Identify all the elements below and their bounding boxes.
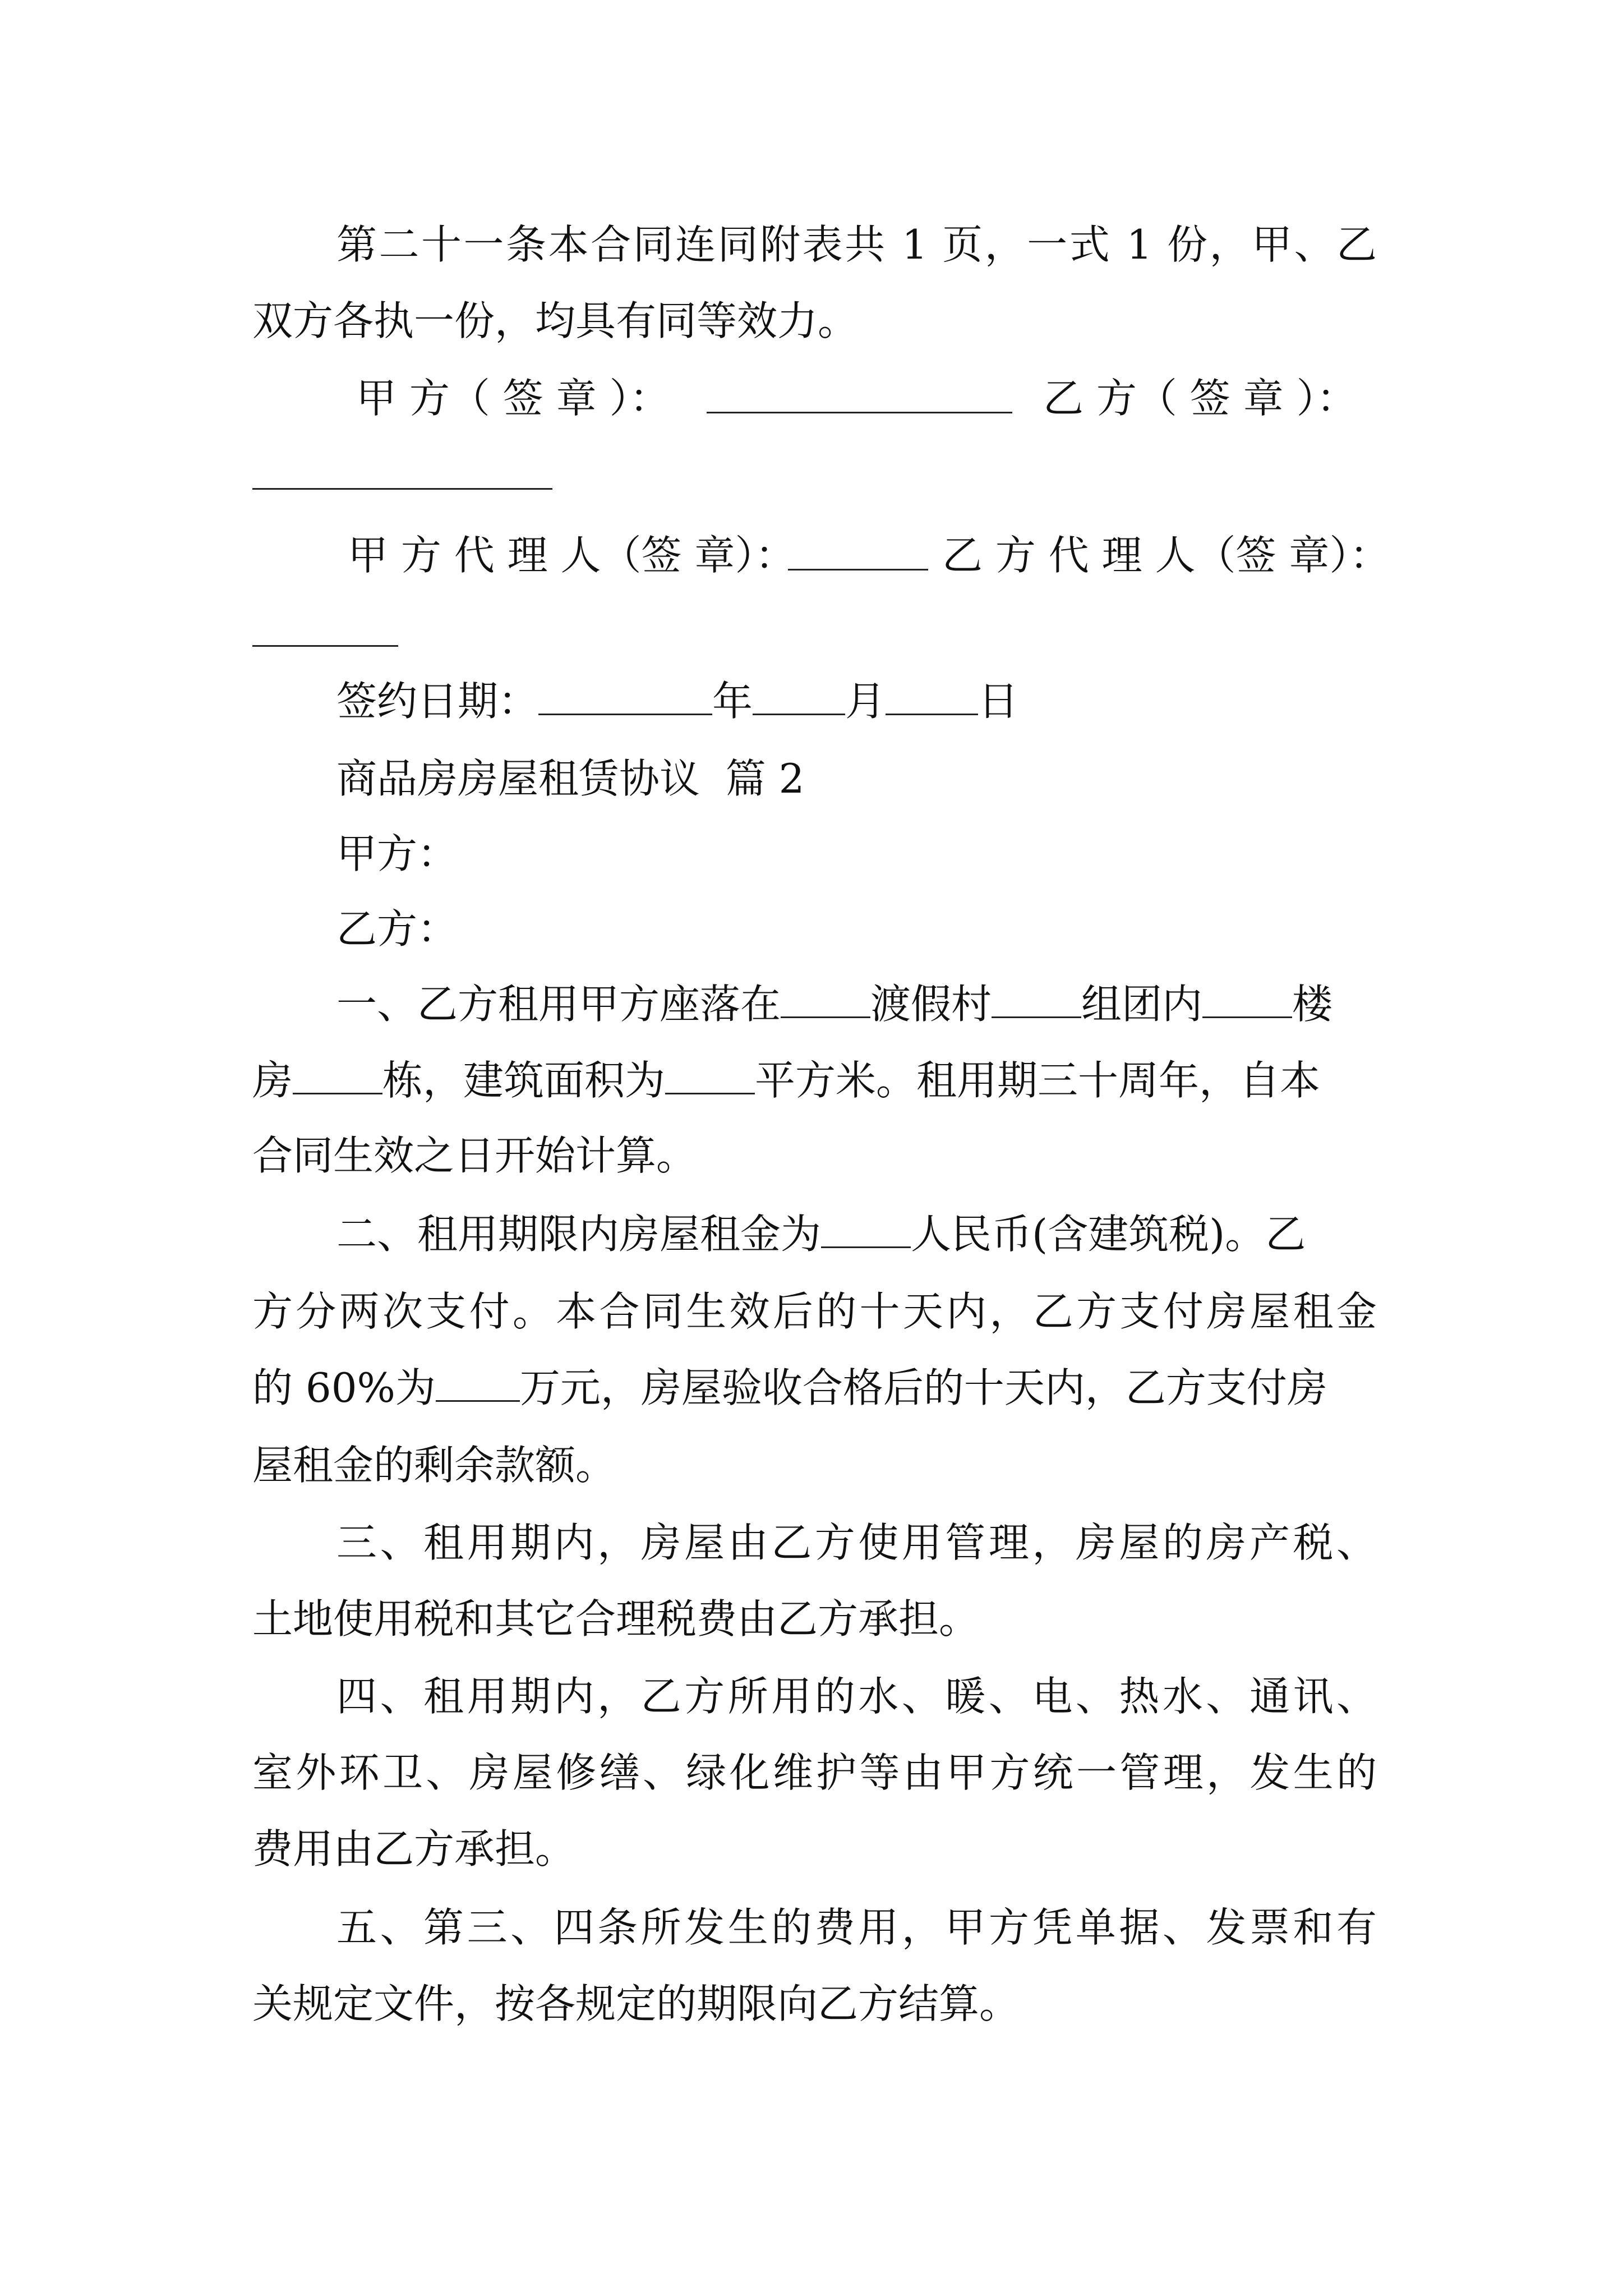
- area-blank: [665, 1058, 755, 1094]
- clause-1-text-a: 一、乙方租用甲方座落在: [336, 981, 781, 1028]
- clause-2-text-a: 二、租用期限内房屋租金为: [336, 1211, 822, 1258]
- signing-date-line: [252, 673, 1377, 729]
- clause-1-line-2: [252, 1052, 1377, 1108]
- clause-2-line-2: 方分两次支付。本合同生效后的十天内，乙方支付房屋租金: [252, 1288, 1377, 1335]
- group-blank: [992, 982, 1081, 1018]
- building-blank: [1202, 982, 1292, 1018]
- clause-2-text-d: 万元，房屋验收合格后的十天内，乙方支付房: [519, 1364, 1327, 1411]
- month-label: 月: [845, 678, 886, 725]
- signing-date-label: 签约日期：: [336, 678, 539, 725]
- month-blank: [753, 679, 845, 715]
- clause-4-line-2: 室外环卫、房屋修缮、绿化维护等由甲方统一管理，发生的: [252, 1749, 1377, 1796]
- agent-b-signature-line: [252, 645, 398, 647]
- agent-a-signature-label: 甲 方 代 理 人（签 章）：: [348, 532, 796, 579]
- clause-21-line-2: 双方各执一份，均具有同等效力。: [252, 297, 859, 344]
- rent-blank: [821, 1212, 911, 1248]
- clause-1-line-1: [252, 976, 1377, 1032]
- day-blank: [886, 679, 978, 715]
- clause-3-line-2: 土地使用税和其它合理税费由乙方承担。: [252, 1595, 980, 1642]
- clause-2-line-3: [252, 1360, 1377, 1416]
- village-blank: [781, 982, 870, 1018]
- year-label: 年: [712, 678, 753, 725]
- year-blank: [538, 679, 712, 715]
- clause-4-line-1: 四、租用期内，乙方所用的水、暖、电、热水、通讯、: [336, 1673, 1377, 1720]
- party-b-signature-line: [252, 488, 552, 490]
- clause-1-text-d: 楼: [1292, 981, 1333, 1028]
- clause-5-line-2: 关规定文件，按各规定的期限向乙方结算。: [252, 1980, 1020, 2027]
- clause-5-line-1: 五、第三、四条所发生的费用，甲方凭单据、发票和有: [336, 1904, 1377, 1951]
- party-a-signature-label: 甲 方（ 签 章 ）：: [356, 375, 670, 422]
- day-label: 日: [978, 678, 1019, 725]
- clause-1-text-e: 房: [252, 1057, 293, 1104]
- party-b-line: 乙方：: [336, 905, 458, 953]
- clause-2-line-1: [252, 1206, 1377, 1262]
- clause-1-line-3: 合同生效之日开始计算。: [252, 1132, 697, 1179]
- clause-1-text-f: 栋，建筑面积为: [382, 1057, 666, 1104]
- section-2-title: 商品房房屋租赁协议 篇 2: [336, 755, 805, 802]
- agent-b-signature-label: 乙 方 代 理 人（签 章）：: [942, 532, 1390, 579]
- clause-3-line-1: 三、租用期内，房屋由乙方使用管理，房屋的房产税、: [336, 1519, 1377, 1566]
- party-a-line: 甲方：: [336, 830, 458, 877]
- clause-2-line-4: 屋租金的剩余款额。: [252, 1442, 616, 1489]
- clause-2-text-c: 的 60%为: [252, 1364, 436, 1411]
- clause-4-line-3: 费用由乙方承担。: [252, 1825, 576, 1872]
- clause-1-text-c: 组团内: [1081, 981, 1203, 1028]
- party-a-signature-line: [707, 412, 1012, 413]
- party-b-signature-label: 乙 方（ 签 章 ）：: [1043, 375, 1357, 422]
- clause-1-text-b: 渡假村: [870, 981, 992, 1028]
- clause-21-line-1: 第二十一条本合同连同附表共 1 页，一式 1 份，甲、乙: [336, 221, 1377, 268]
- unit-blank: [293, 1058, 382, 1094]
- clause-1-text-g: 平方米。租用期三十周年，自本: [755, 1057, 1321, 1104]
- agent-a-signature-line: [788, 569, 928, 570]
- payment-blank: [436, 1365, 520, 1402]
- clause-2-text-b: 人民币(含建筑税)。乙: [911, 1211, 1306, 1258]
